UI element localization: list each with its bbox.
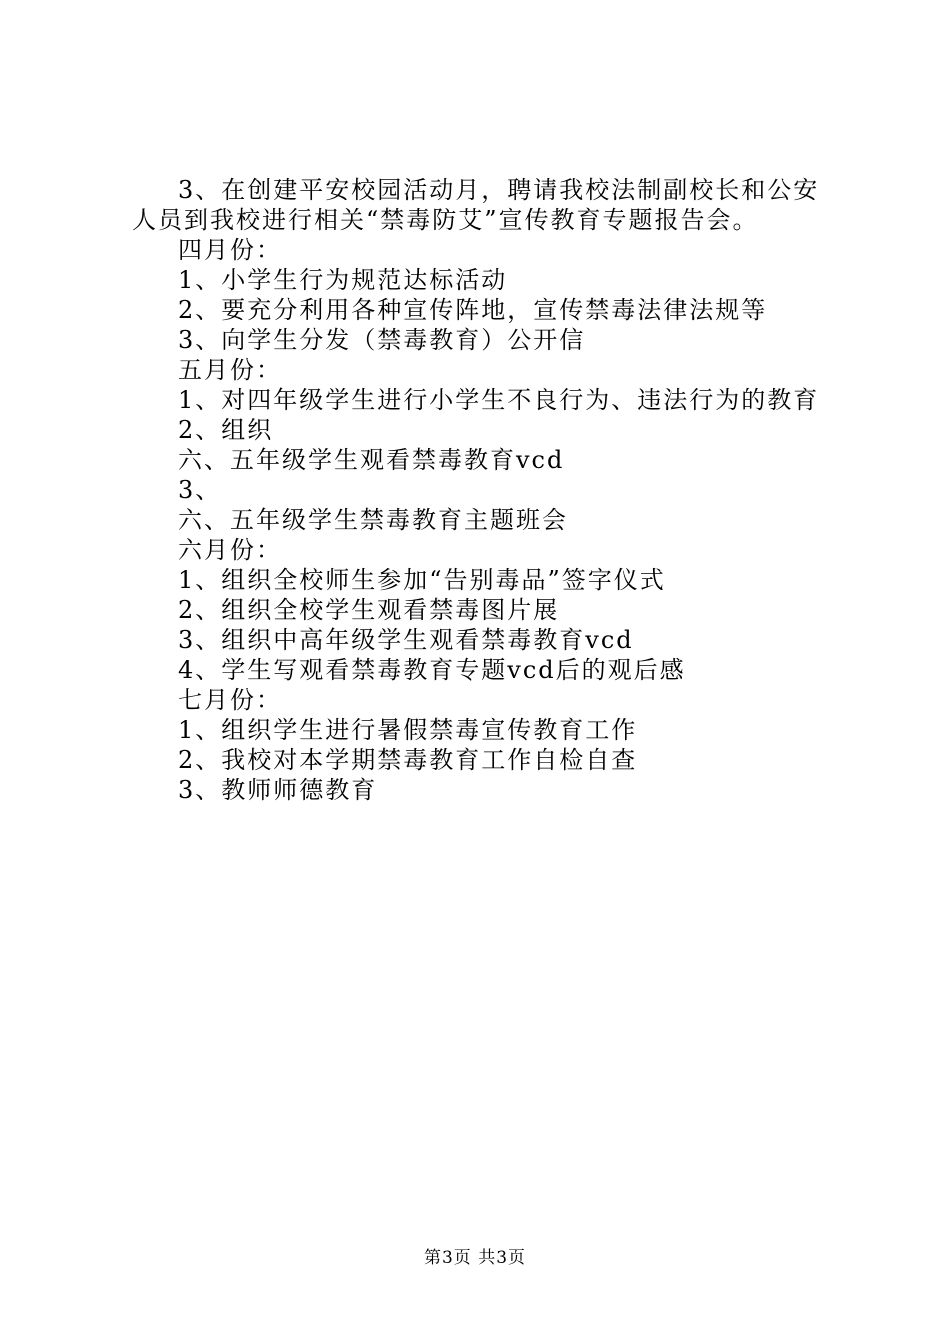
- list-item: 3、组织中高年级学生观看禁毒教育vcd: [178, 626, 634, 654]
- paragraph-report-meeting: 3、在创建平安校园活动月，聘请我校法制副校长和公安人员到我校进行相关“禁毒防艾”宣传教育专题报告会。: [132, 176, 820, 234]
- list-item: 2、我校对本学期禁毒教育工作自检自查: [178, 746, 638, 774]
- list-item: 3、: [178, 476, 222, 504]
- document-body: [132, 175, 832, 805]
- list-item: 1、组织学生进行暑假禁毒宣传教育工作: [178, 716, 638, 744]
- page-number-footer: 第3页 共3页: [423, 1248, 527, 1268]
- list-item: 2、要充分利用各种宣传阵地，宣传禁毒法律法规等: [178, 296, 768, 324]
- heading-may: 五月份：: [178, 356, 282, 384]
- list-item: 1、小学生行为规范达标活动: [178, 266, 508, 294]
- heading-july: 七月份：: [178, 686, 282, 714]
- list-item: 2、组织: [178, 416, 274, 444]
- list-item: 六、五年级学生禁毒教育主题班会: [178, 506, 568, 534]
- list-item: 4、学生写观看禁毒教育专题vcd后的观后感: [178, 656, 686, 684]
- list-item: 3、向学生分发（禁毒教育）公开信: [178, 326, 586, 354]
- list-item: 六、五年级学生观看禁毒教育vcd: [178, 446, 565, 474]
- list-item: 2、组织全校学生观看禁毒图片展: [178, 596, 560, 624]
- heading-april: 四月份：: [178, 236, 282, 264]
- list-item: 1、对四年级学生进行小学生不良行为、违法行为的教育: [178, 386, 820, 414]
- list-item: 1、组织全校师生参加“告别毒品”签字仪式: [178, 566, 666, 594]
- heading-june: 六月份：: [178, 536, 282, 564]
- list-item: 3、教师师德教育: [178, 776, 378, 804]
